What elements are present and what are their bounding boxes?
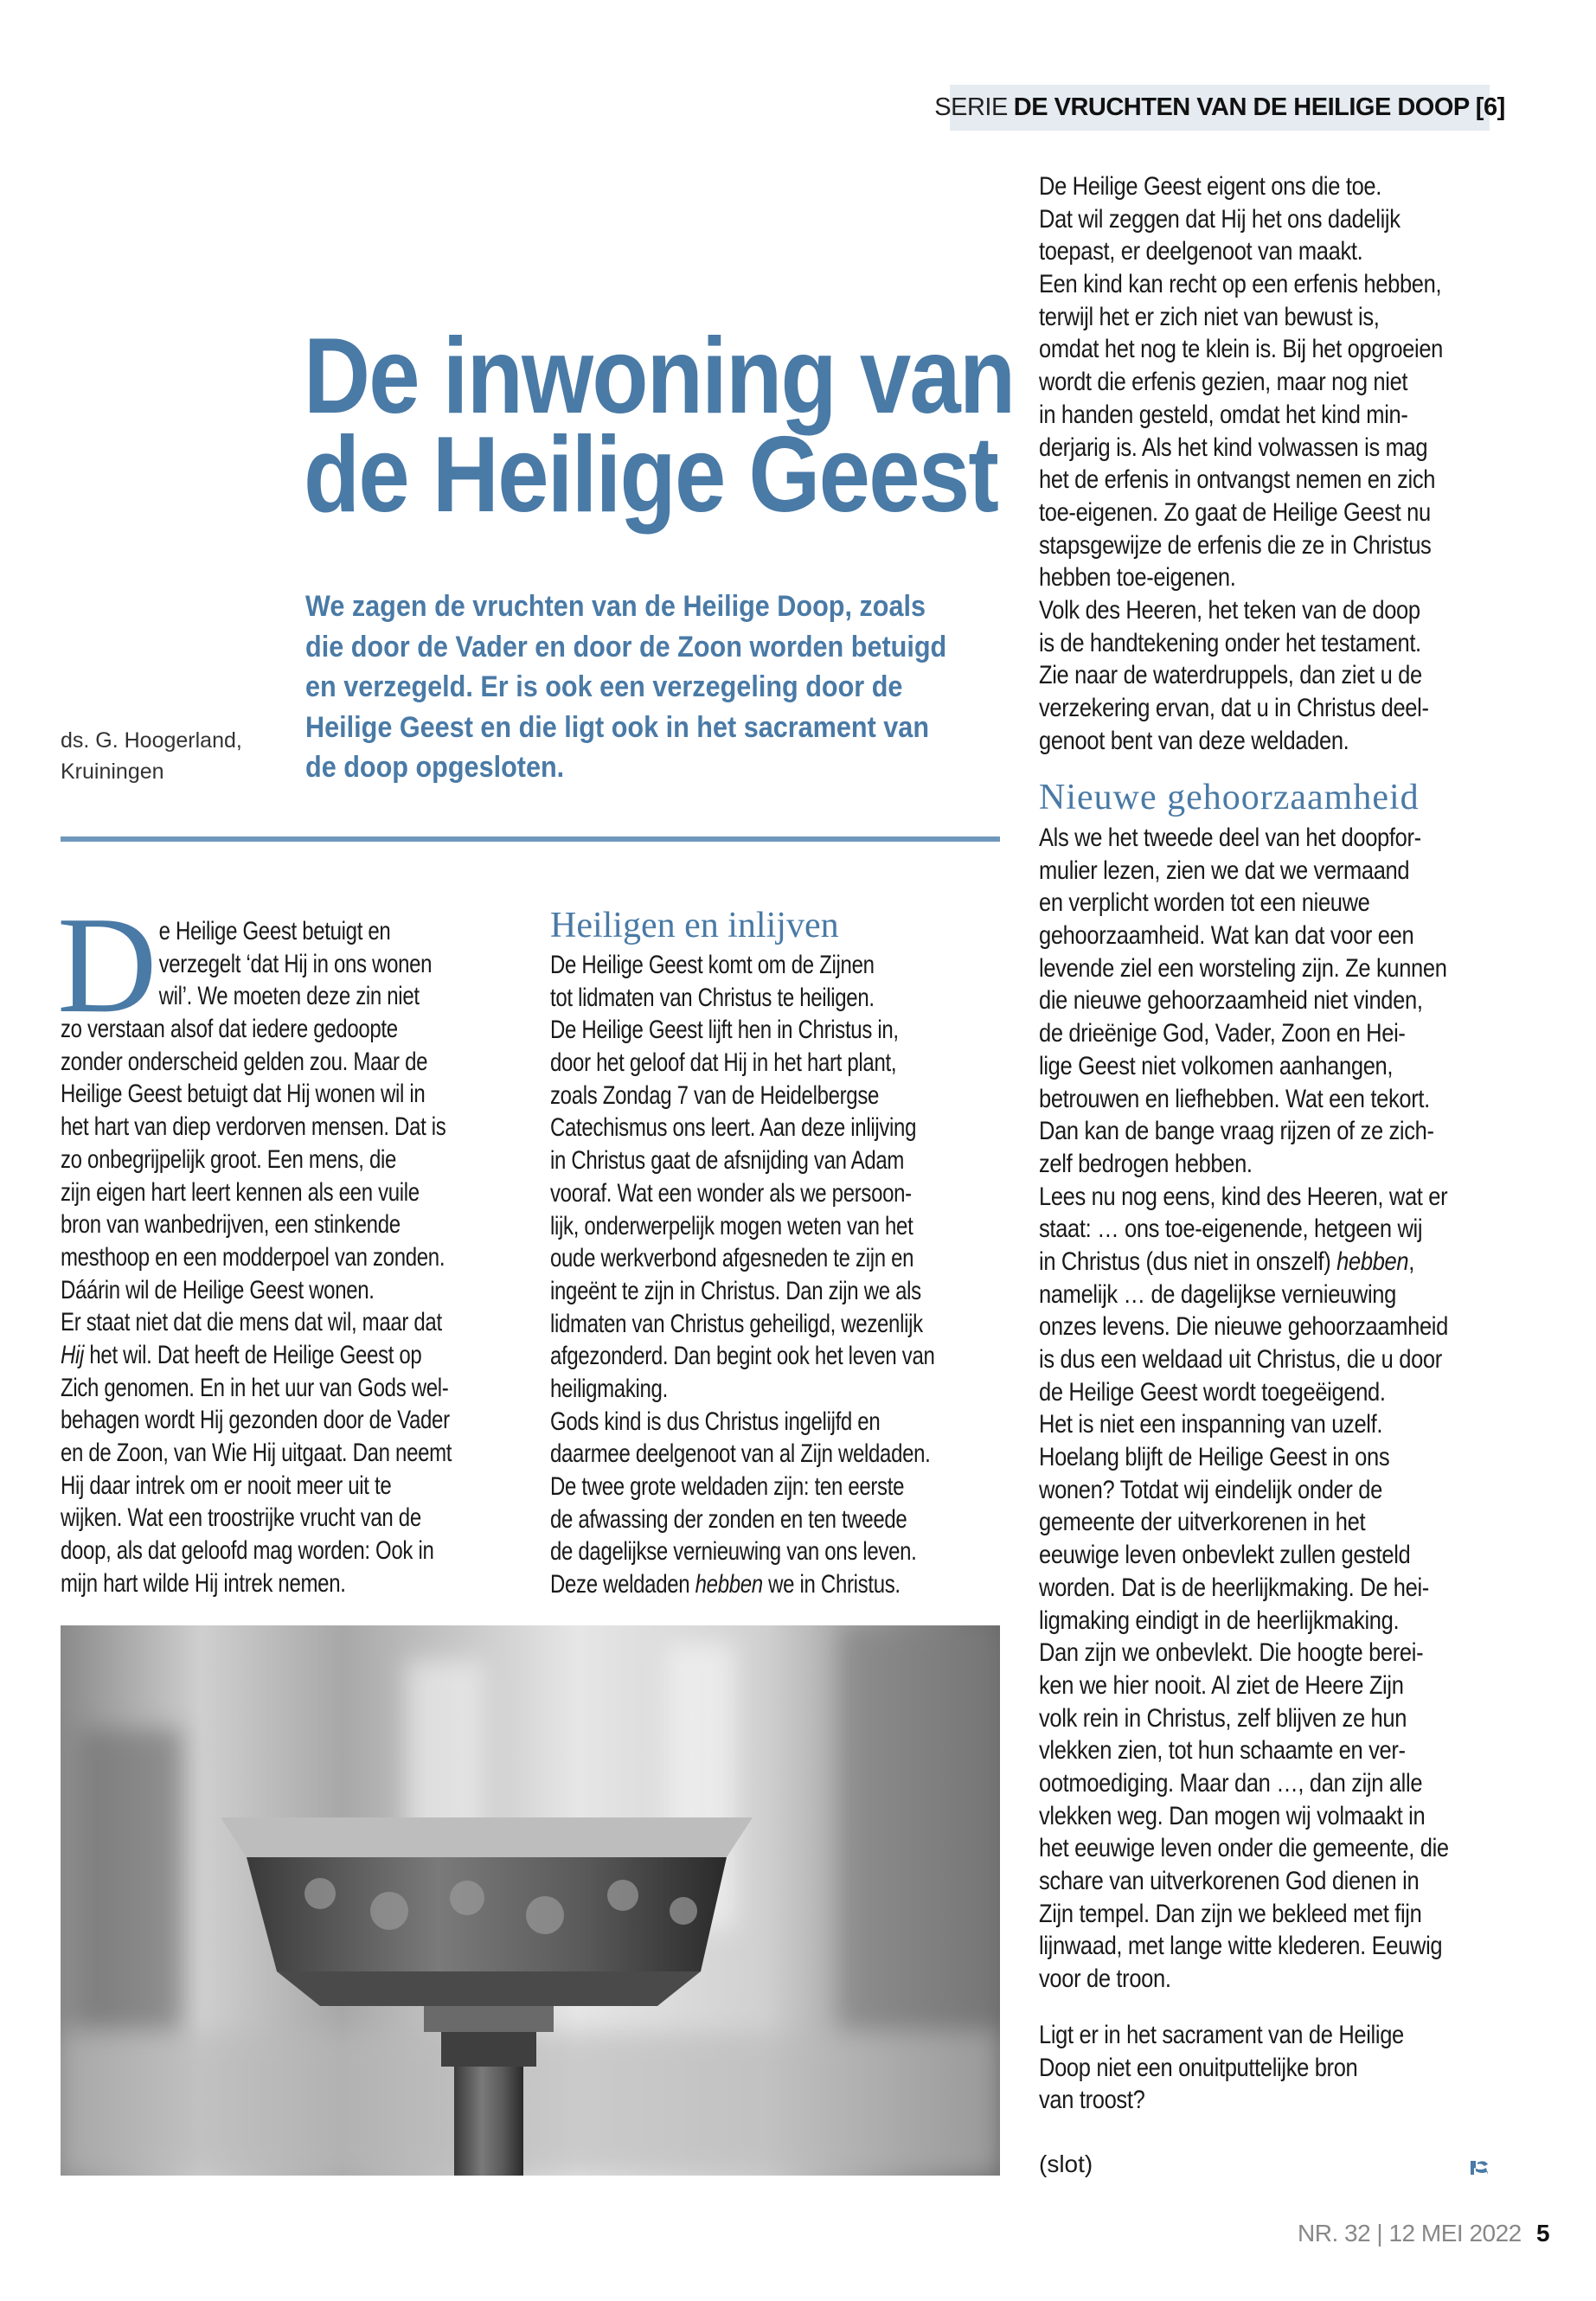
text-line: afgezonderd. Dan begint ook het leven van	[550, 1342, 935, 1371]
text-line: schare van uitverkorenen God dienen in	[1039, 1867, 1420, 1895]
text-line: Hoelang blijft de Heilige Geest in ons	[1039, 1443, 1390, 1472]
page-number: 5	[1536, 2220, 1550, 2247]
article-intro	[305, 586, 946, 788]
text-line: Dáárin wil de Heilige Geest wonen.	[61, 1275, 375, 1304]
text-line: Dan kan de bange vraag rijzen of ze zich-	[1039, 1117, 1434, 1146]
author-byline	[61, 725, 242, 787]
author-name: ds. G. Hoogerland,	[61, 728, 242, 753]
text-line: levende ziel een worsteling zijn. Ze kunnen	[1039, 953, 1447, 983]
baptismal-font-photo	[61, 1625, 1000, 2176]
text-line: in Christus (dus niet in onszelf) hebben,	[1039, 1247, 1414, 1276]
series-label: SERIE	[934, 93, 1008, 121]
text-line: mulier lezen, zien we dat we vermaand	[1039, 856, 1410, 885]
series-banner	[934, 85, 1505, 131]
text-line: zo verstaan alsof dat iedere gedoopte	[61, 1015, 398, 1044]
text-line: toe-eigenen. Zo gaat de Heilige Geest nu	[1039, 497, 1431, 527]
text-line: Er staat niet dat die mens dat wil, maar dat	[61, 1308, 442, 1337]
text-line: Gods kind is dus Christus ingelijfd en	[550, 1407, 881, 1436]
text-line: heiligmaking.	[550, 1374, 668, 1403]
text-line: die nieuwe gehoorzaamheid niet vinden,	[1039, 986, 1423, 1016]
text-line: Volk des Heeren, het teken van de doop	[1039, 595, 1420, 625]
text-line: derjarig is. Als het kind volwassen is mag	[1039, 433, 1428, 462]
text-line: Deze weldaden hebben we in Christus.	[550, 1570, 901, 1599]
text-line: in handen gesteld, omdat het kind min-	[1039, 400, 1408, 429]
text-line: lijnwaad, met lange witte klederen. Eeuwig	[1039, 1932, 1443, 1961]
text-line: mijn hart wilde Hij intrek nemen.	[61, 1568, 346, 1598]
text-line: vlekken zien, tot hun schaamte en ver-	[1039, 1736, 1406, 1766]
text-line: gemeente der uitverkorenen in het	[1039, 1508, 1366, 1537]
text-line: gehoorzaamheid. Wat kan dat voor een	[1039, 921, 1414, 951]
text-line: van troost?	[1039, 2086, 1145, 2115]
text-line: vlekken weg. Dan mogen wij volmaakt in	[1039, 1801, 1426, 1830]
text-line: voor de troon.	[1039, 1965, 1171, 1994]
text-line: Lees nu nog eens, kind des Heeren, wat er	[1039, 1182, 1448, 1211]
text-line: door het geloof dat Hij in het hart plant,	[550, 1048, 897, 1078]
text-line: Zijn tempel. Dan zijn we bekleed met fijn	[1039, 1899, 1422, 1928]
text-line: Zie naar de waterdruppels, dan ziet u de	[1039, 661, 1422, 690]
text-line: omdat het nog te klein is. Bij het opgroeien	[1039, 335, 1444, 364]
text-line: zo onbegrijpelijk groot. Een mens, die	[61, 1144, 397, 1174]
text-line: Zich genomen. En in het uur van Gods wel-	[61, 1373, 449, 1402]
text-line: Doop niet een onuitputtelijke bron	[1039, 2053, 1358, 2082]
text-line: onzes levens. Die nieuwe gehoorzaamheid	[1039, 1312, 1448, 1342]
column-3-text-main	[1039, 822, 1449, 1996]
text-line: Als we het tweede deel van het doopfor-	[1039, 824, 1421, 852]
text-line: het de erfenis in ontvangst nemen en zich	[1039, 465, 1436, 495]
text-line: De Heilige Geest komt om de Zijnen	[550, 951, 875, 979]
text-line: lijk, onderwerpelijk mogen weten van het	[550, 1211, 913, 1240]
text-line: lige Geest niet volkomen aanhangen,	[1039, 1051, 1394, 1080]
text-line: en de Zoon, van Wie Hij uitgaat. Dan neemt	[61, 1439, 452, 1467]
text-line: de afwassing der zonden en ten tweede	[550, 1504, 907, 1534]
text-line: Heilige Geest betuigt dat Hij wonen wil in	[61, 1080, 426, 1109]
intro-line: We zagen de vruchten van de Heilige Doop, zoals	[305, 590, 926, 623]
text-line: de dagelijkse vernieuwing van ons leven.	[550, 1537, 917, 1567]
text-line: Het is niet een inspanning van uzelf.	[1039, 1410, 1383, 1439]
text-line: oude werkverbond afgesneden te zijn en	[550, 1244, 914, 1273]
text-line: e Heilige Geest betuigt en	[158, 917, 391, 945]
intro-line: Heilige Geest en die ligt ook in het sacrament van	[305, 710, 930, 744]
text-line: de drieënige God, Vader, Zoon en Hei-	[1039, 1019, 1406, 1048]
emphasis: Hij	[61, 1340, 85, 1369]
text-line: betrouwen en liefhebben. Wat een tekort.	[1039, 1084, 1430, 1113]
text-line: en verplicht worden tot een nieuwe	[1039, 888, 1370, 918]
text-line: lidmaten van Christus geheiligd, wezenlijk	[550, 1309, 923, 1338]
text-line: Hij daar intrek om er nooit meer uit te	[61, 1471, 392, 1500]
s-logo-icon	[1469, 2157, 1490, 2178]
section-heading-heiligen: Heiligen en inlijven	[550, 906, 839, 945]
text-line: terwijl het er zich niet van bewust is,	[1039, 302, 1380, 331]
text-line: namelijk … de dagelijkse vernieuwing	[1039, 1279, 1396, 1309]
text-line: De twee grote weldaden zijn: ten eerste	[550, 1472, 905, 1501]
text-line: wijken. Wat een troostrijke vrucht van de	[61, 1503, 421, 1533]
text-line: Dat wil zeggen dat Hij het ons dadelijk	[1039, 204, 1401, 234]
text-line: De Heilige Geest eigent ons die toe.	[1039, 172, 1382, 201]
text-line: volk rein in Christus, zelf blijven ze hun	[1039, 1703, 1407, 1733]
column-1-text	[61, 915, 452, 1599]
emphasis: hebben	[695, 1570, 763, 1599]
text-line: verzegelt ‘dat Hij in ons wonen	[158, 949, 433, 978]
intro-line: die door de Vader en door de Zoon worden betuigd	[305, 630, 947, 663]
text-line: ootmoediging. Maar dan …, dan zijn alle	[1039, 1768, 1423, 1798]
text-line: hebben toe-eigenen.	[1039, 563, 1236, 593]
text-line: zoals Zondag 7 van de Heidelbergse	[550, 1080, 880, 1110]
column-2-text	[550, 949, 935, 1601]
text-line: het eeuwige leven onder die gemeente, die	[1039, 1834, 1449, 1863]
text-line: doop, als dat geloofd mag worden: Ook in	[61, 1536, 434, 1566]
text-line: stapsgewijze de erfenis die ze in Christus	[1039, 530, 1432, 560]
text-line: behagen wordt Hij gezonden door de Vader	[61, 1406, 450, 1435]
intro-line: en verzegeld. Er is ook een verzegeling door de	[305, 670, 903, 703]
issue-date: NR. 32 | 12 MEI 2022	[1298, 2220, 1522, 2247]
text-line: de Heilige Geest wordt toegeëigend.	[1039, 1377, 1386, 1407]
text-line: ligmaking eindigt in de heerlijkmaking.	[1039, 1606, 1400, 1635]
text-line: Een kind kan recht op een erfenis hebben,	[1039, 270, 1442, 299]
text-line: toepast, er deelgenoot van maakt.	[1039, 237, 1363, 266]
text-line: zelf bedrogen hebben.	[1039, 1149, 1253, 1178]
text-line: daarmee deelgenoot van al Zijn weldaden.	[550, 1439, 931, 1469]
slot-note: (slot)	[1039, 2150, 1093, 2177]
section-heading-gehoorzaamheid: Nieuwe gehoorzaamheid	[1039, 778, 1420, 817]
divider-rule	[61, 836, 1000, 842]
column-3-text-closing	[1039, 2019, 1404, 2117]
text-line: Hij het wil. Dat heeft de Heilige Geest op	[61, 1340, 422, 1369]
text-line: Ligt er in het sacrament van de Heilige	[1039, 2021, 1404, 2049]
text-line: Dan zijn we onbevlekt. Die hoogte berei-	[1039, 1638, 1424, 1668]
text-line: verzekering ervan, dat u in Christus deel-	[1039, 694, 1429, 722]
text-line: vooraf. Wat een wonder als we persoon-	[550, 1178, 912, 1208]
author-location: Kruiningen	[61, 760, 164, 784]
text-line: wil’. We moeten deze zin niet	[158, 982, 420, 1011]
article-title	[304, 317, 1015, 535]
text-line: is de handtekening onder het testament.	[1039, 628, 1421, 657]
text-line: eeuwige leven onbevlekt zullen gesteld	[1039, 1541, 1411, 1570]
text-line: het hart van diep verdorven mensen. Dat is	[61, 1112, 446, 1142]
text-line: Catechismus ons leert. Aan deze inlijving	[550, 1113, 917, 1143]
text-line: ingeënt te zijn in Christus. Dan zijn we als	[550, 1276, 921, 1305]
text-line: worden. Dat is de heerlijkmaking. De hei-	[1039, 1573, 1429, 1602]
text-line: De Heilige Geest lijft hen in Christus in,	[550, 1016, 899, 1045]
text-line: staat: … ons toe-eigenende, hetgeen wij	[1039, 1215, 1423, 1244]
title-line: de Heilige Geest	[304, 415, 998, 535]
text-line: in Christus gaat de afsnijding van Adam	[550, 1146, 905, 1176]
text-line: bron van wanbedrijven, een stinkende	[61, 1210, 401, 1240]
emphasis: hebben	[1336, 1247, 1409, 1276]
series-title: DE VRUCHTEN VAN DE HEILIGE DOOP [6]	[1013, 93, 1505, 121]
text-line: ken we hier nooit. Al ziet de Heere Zijn	[1039, 1670, 1404, 1700]
intro-line: de doop opgesloten.	[305, 751, 565, 784]
text-line: mesthoop en een modderpoel van zonden.	[61, 1242, 445, 1272]
column-3-text-top	[1039, 170, 1443, 757]
text-line: wordt die erfenis gezien, maar nog niet	[1039, 368, 1408, 397]
drop-cap: D	[57, 888, 157, 1042]
title-line: De inwoning van	[304, 317, 1015, 436]
text-line: genoot bent van deze weldaden.	[1039, 726, 1349, 755]
text-line: zijn eigen hart leert kennen als een vuile	[61, 1177, 420, 1207]
text-line: is dus een weldaad uit Christus, die u door	[1039, 1345, 1442, 1374]
text-line: wonen? Totdat wij eindelijk onder de	[1039, 1475, 1382, 1504]
text-line: zonder onderscheid gelden zou. Maar de	[61, 1047, 428, 1076]
text-line: tot lidmaten van Christus te heiligen.	[550, 983, 875, 1012]
